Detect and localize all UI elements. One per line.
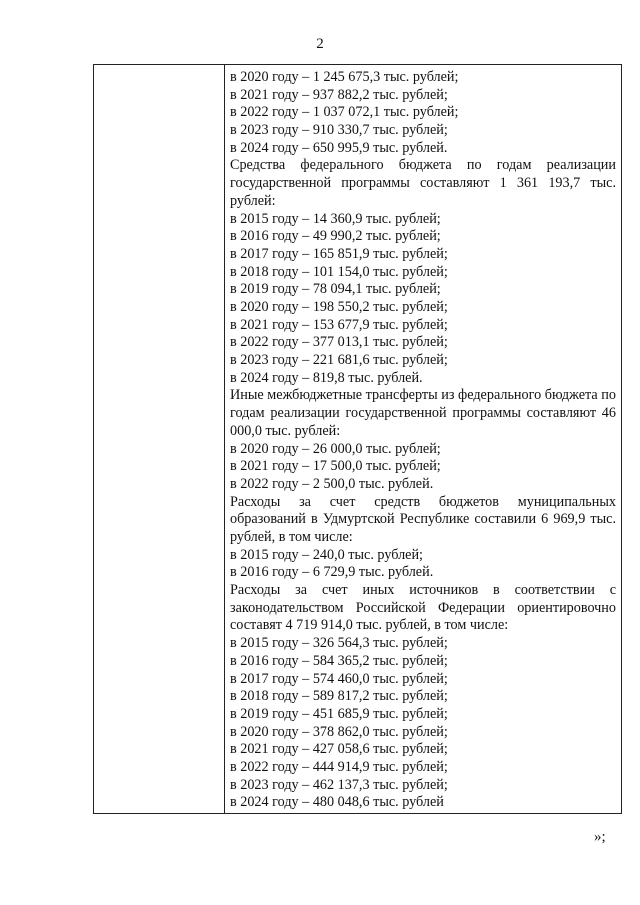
federal-line: в 2020 году – 198 550,2 тыс. рублей; xyxy=(230,298,448,315)
other-sources-line: в 2020 году – 378 862,0 тыс. рублей; xyxy=(230,723,448,740)
municipal-paragraph: Расходы за счет средств бюджетов муниципальных образований в Удмуртской Республике составили 6 969,9 тыс. рублей, в том числе: xyxy=(230,493,616,545)
federal-budget-paragraph: Средства федерального бюджета по годам реализации государственной программы составляют 1 361 193,7 тыс. рублей: xyxy=(230,157,616,209)
funding-line: в 2020 году – 1 245 675,3 тыс. рублей; xyxy=(230,69,459,85)
table-right-cell xyxy=(230,69,616,812)
federal-line: в 2018 году – 101 154,0 тыс. рублей; xyxy=(230,263,448,280)
funding-line: в 2023 году – 910 330,7 тыс. рублей; xyxy=(230,122,448,139)
other-sources-line: в 2018 году – 589 817,2 тыс. рублей; xyxy=(230,688,448,705)
page-number: 2 xyxy=(316,36,324,52)
funding-line: в 2021 году – 937 882,2 тыс. рублей; xyxy=(230,86,448,103)
federal-line: в 2017 году – 165 851,9 тыс. рублей; xyxy=(230,245,448,262)
other-sources-line: в 2021 году – 427 058,6 тыс. рублей; xyxy=(230,741,448,758)
other-sources-line: в 2022 году – 444 914,9 тыс. рублей; xyxy=(230,759,448,775)
table-left-cell xyxy=(94,65,225,813)
other-sources-line: в 2015 году – 326 564,3 тыс. рублей; xyxy=(230,635,448,652)
transfers-line: в 2020 году – 26 000,0 тыс. рублей; xyxy=(230,440,441,457)
federal-line: в 2023 году – 221 681,6 тыс. рублей; xyxy=(230,352,448,369)
other-sources-paragraph: Расходы за счет иных источников в соответствии с законодательством Российской Федерации ориентировочно составят 4 719 914,0 тыс. рублей, в том числе: xyxy=(230,582,616,634)
other-sources-line: в 2016 году – 584 365,2 тыс. рублей; xyxy=(230,652,448,669)
other-sources-line: в 2024 году – 480 048,6 тыс. рублей xyxy=(230,794,444,811)
municipal-line: в 2015 году – 240,0 тыс. рублей; xyxy=(230,546,423,563)
closing-quote-mark: »; xyxy=(594,829,606,845)
funding-line: в 2022 году – 1 037 072,1 тыс. рублей; xyxy=(230,104,459,121)
federal-line: в 2024 году – 819,8 тыс. рублей. xyxy=(230,369,423,386)
other-sources-line: в 2019 году – 451 685,9 тыс. рублей; xyxy=(230,705,448,722)
federal-line: в 2019 году – 78 094,1 тыс. рублей; xyxy=(230,281,441,298)
transfers-line: в 2021 году – 17 500,0 тыс. рублей; xyxy=(230,458,441,475)
municipal-line: в 2016 году – 6 729,9 тыс. рублей. xyxy=(230,564,434,581)
federal-line: в 2022 году – 377 013,1 тыс. рублей; xyxy=(230,334,448,351)
transfers-line: в 2022 году – 2 500,0 тыс. рублей. xyxy=(230,475,434,492)
transfers-paragraph: Иные межбюджетные трансферты из федерального бюджета по годам реализации государственной программы составляют 46 000,0 тыс. рублей: xyxy=(230,387,616,439)
funding-line: в 2024 году – 650 995,9 тыс. рублей. xyxy=(230,139,448,156)
funding-table xyxy=(93,64,622,814)
other-sources-line: в 2017 году – 574 460,0 тыс. рублей; xyxy=(230,670,448,687)
other-sources-line: в 2023 году – 462 137,3 тыс. рублей; xyxy=(230,776,448,793)
federal-line: в 2021 году – 153 677,9 тыс. рублей; xyxy=(230,316,448,333)
federal-line: в 2015 году – 14 360,9 тыс. рублей; xyxy=(230,210,441,227)
federal-line: в 2016 году – 49 990,2 тыс. рублей; xyxy=(230,228,441,245)
